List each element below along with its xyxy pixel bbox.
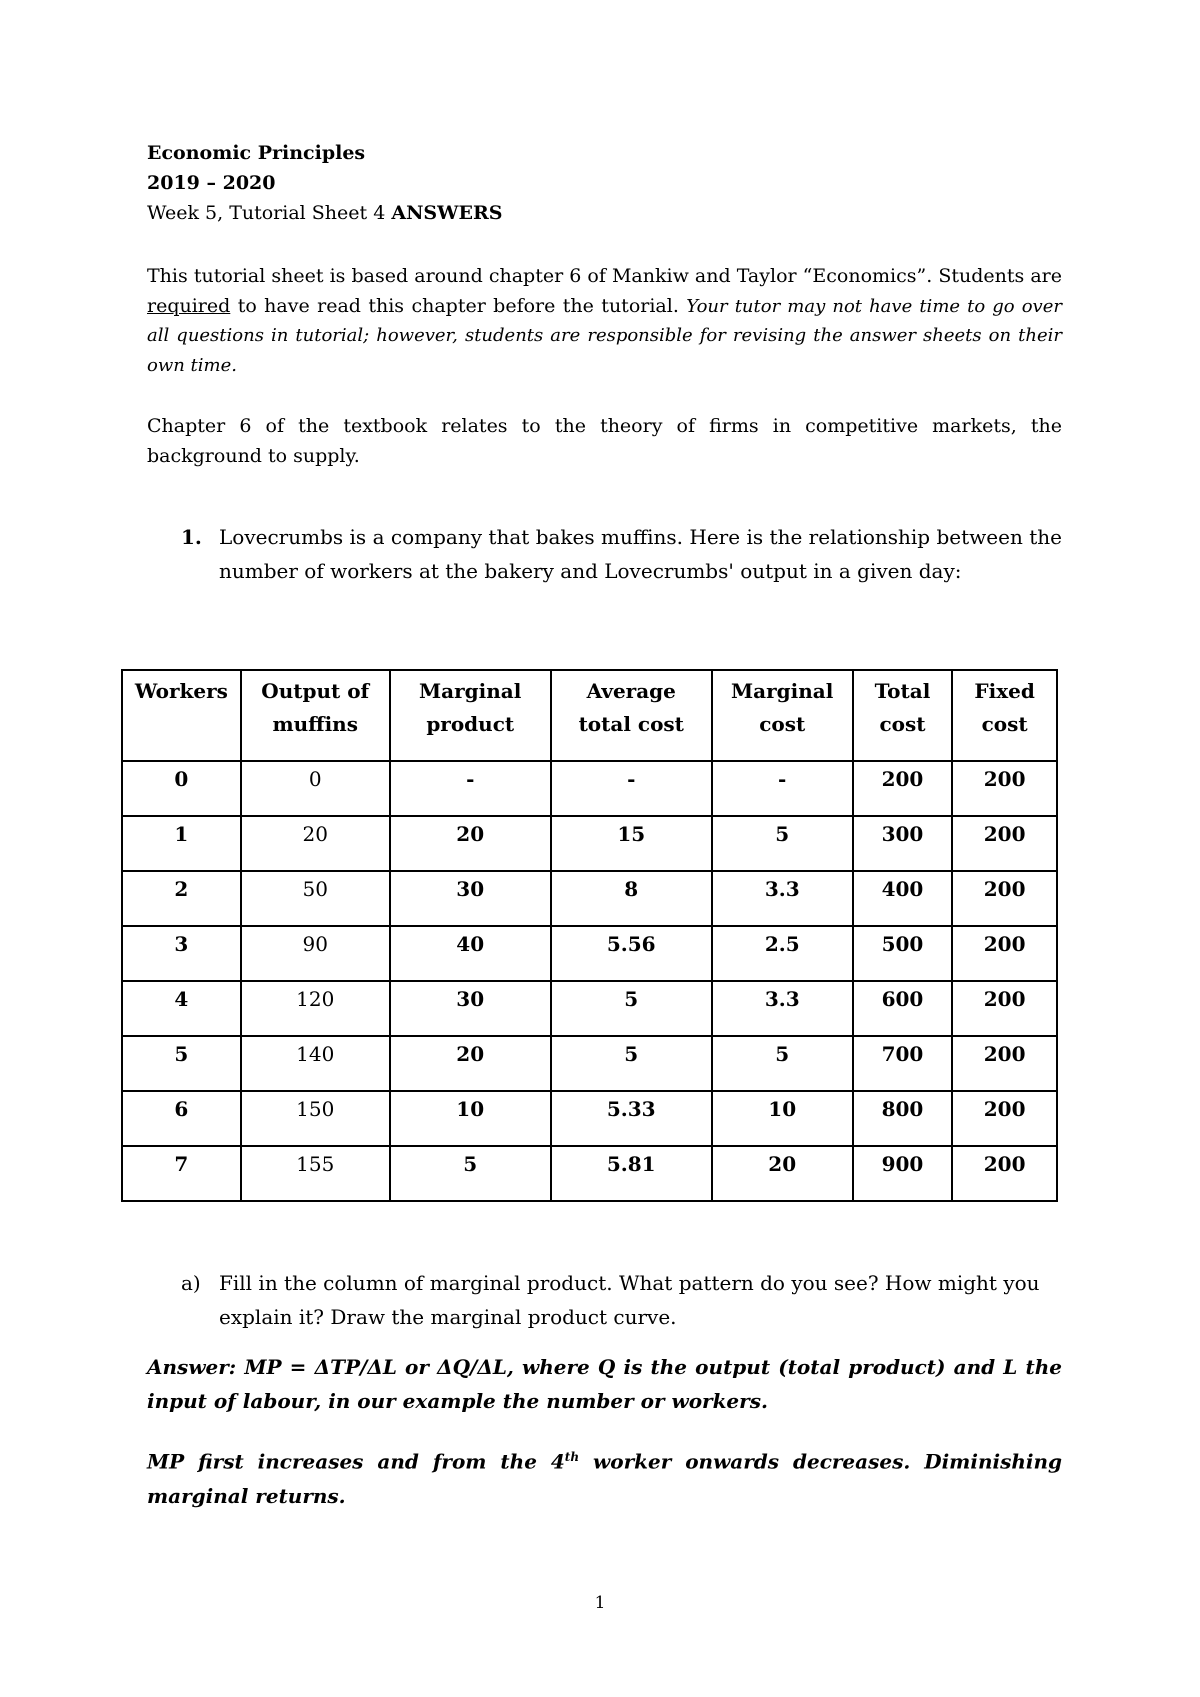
table-cell: 4: [122, 981, 241, 1036]
table-cell: 200: [952, 1091, 1057, 1146]
table-row: [122, 761, 1057, 816]
cost-table: [121, 669, 1058, 1202]
table-cell: 5: [551, 1036, 712, 1091]
table-cell: 120: [241, 981, 390, 1036]
table-cell: 200: [952, 816, 1057, 871]
table-cell: 5: [390, 1146, 551, 1201]
table-cell: 400: [853, 871, 953, 926]
table-cell: 140: [241, 1036, 390, 1091]
table-cell: 30: [390, 981, 551, 1036]
table-header-cell: [241, 670, 390, 761]
table-header-cell: [952, 670, 1057, 761]
table-cell: 155: [241, 1146, 390, 1201]
answer-2-superscript: th: [564, 1450, 580, 1464]
table-cell: 200: [952, 926, 1057, 981]
sheet-title-text: Week 5, Tutorial Sheet 4: [147, 202, 392, 224]
intro-paragraph: [147, 262, 1062, 380]
header-line: muffins: [272, 712, 358, 736]
table-cell: 200: [952, 981, 1057, 1036]
table-cell: 40: [390, 926, 551, 981]
header-line: cost: [879, 712, 926, 736]
table-cell: 0: [122, 761, 241, 816]
answers-label: ANSWERS: [391, 202, 503, 224]
sheet-title: [147, 198, 1062, 228]
page-number: 1: [594, 1593, 606, 1613]
table-row: [122, 981, 1057, 1036]
question-number: 1.: [181, 525, 202, 549]
table-cell: 20: [241, 816, 390, 871]
course-title: Economic Principles: [147, 142, 366, 164]
table-cell: 90: [241, 926, 390, 981]
table-cell: 700: [853, 1036, 953, 1091]
academic-year: 2019 – 2020: [147, 172, 276, 194]
header-block: [147, 138, 1062, 228]
table-cell: 200: [853, 761, 953, 816]
table-body: [122, 761, 1057, 1201]
table-row: [122, 1146, 1057, 1201]
intro-text-1: This tutorial sheet is based around chapter 6 of Mankiw and Taylor “Economics”. Students are: [147, 265, 1062, 287]
table-cell: 5.56: [551, 926, 712, 981]
question-text: Lovecrumbs is a company that bakes muffins. Here is the relationship between the number of workers at the bakery and Lovecrumbs' output in a given day:: [219, 525, 1062, 583]
chapter-paragraph: [147, 412, 1062, 471]
header-line: Fixed: [974, 679, 1035, 703]
intro-text-2: to have read this chapter before the tutorial.: [230, 294, 687, 317]
intro-required: required: [147, 294, 231, 317]
part-a-text: Fill in the column of marginal product. What pattern do you see? How might you explain it? Draw the marginal product curve.: [219, 1271, 1040, 1329]
table-cell: 200: [952, 761, 1057, 816]
header-line: cost: [759, 712, 806, 736]
table-row: [122, 1036, 1057, 1091]
header-line: Workers: [134, 679, 228, 703]
header-line: Output of: [261, 679, 370, 703]
answer-paragraph-1: Answer: MP = ΔTP/ΔL or ΔQ/ΔL, where Q is the output (total product) and L the input of labour, in our example the number or workers.: [147, 1355, 1062, 1413]
table-cell: 5.33: [551, 1091, 712, 1146]
table-cell: 0: [241, 761, 390, 816]
table-header-cell: [122, 670, 241, 761]
table-cell: 30: [390, 871, 551, 926]
answer-2-text-a: MP first increases and from the 4: [147, 1449, 565, 1474]
table-cell: 200: [952, 1146, 1057, 1201]
table-row: [122, 1091, 1057, 1146]
table-cell: 10: [712, 1091, 853, 1146]
table-cell: 5: [712, 1036, 853, 1091]
table-cell: 8: [551, 871, 712, 926]
header-line: Marginal: [419, 679, 522, 703]
table-cell: -: [712, 761, 853, 816]
table-header-cell: [390, 670, 551, 761]
table-cell: 15: [551, 816, 712, 871]
table-row: [122, 926, 1057, 981]
table-cell: 3.3: [712, 871, 853, 926]
table-cell: 200: [952, 871, 1057, 926]
table-cell: 5.81: [551, 1146, 712, 1201]
header-line: Total: [874, 679, 931, 703]
table-cell: 200: [952, 1036, 1057, 1091]
table-row: [122, 816, 1057, 871]
table-header-cell: [853, 670, 953, 761]
table-cell: 5: [122, 1036, 241, 1091]
table-cell: 800: [853, 1091, 953, 1146]
header-line: product: [426, 712, 515, 736]
part-a-label: a): [181, 1271, 201, 1295]
table-cell: 6: [122, 1091, 241, 1146]
table-cell: 150: [241, 1091, 390, 1146]
header-line: Marginal: [731, 679, 834, 703]
table-cell: 10: [390, 1091, 551, 1146]
table-row: [122, 871, 1057, 926]
table-cell: 600: [853, 981, 953, 1036]
table-cell: 900: [853, 1146, 953, 1201]
table-cell: -: [551, 761, 712, 816]
table-cell: 3: [122, 926, 241, 981]
header-line: Average: [586, 679, 676, 703]
table-header-row: [122, 670, 1057, 761]
table-header-cell: [712, 670, 853, 761]
answer-paragraph-2: [147, 1440, 1062, 1513]
chapter-description: Chapter 6 of the textbook relates to the theory of firms in competitive markets, the background to supply.: [147, 415, 1062, 467]
table-cell: 3.3: [712, 981, 853, 1036]
table-cell: 1: [122, 816, 241, 871]
table-cell: 300: [853, 816, 953, 871]
table-cell: 500: [853, 926, 953, 981]
table-cell: 20: [390, 816, 551, 871]
table-cell: 7: [122, 1146, 241, 1201]
table-cell: 50: [241, 871, 390, 926]
table-cell: 20: [390, 1036, 551, 1091]
table-cell: -: [390, 761, 551, 816]
table-cell: 5: [551, 981, 712, 1036]
table-cell: 2: [122, 871, 241, 926]
table-cell: 2.5: [712, 926, 853, 981]
intro-italic-note: Your tutor may not have time to go over all questions in tutorial; however, students are responsible for revising the answer sheets on their own time.: [147, 295, 1062, 376]
header-line: total cost: [578, 712, 684, 736]
table-cell: 5: [712, 816, 853, 871]
answer-2-text-b: worker onwards decreases. Diminishing marginal returns.: [147, 1449, 1063, 1508]
table-cell: 20: [712, 1146, 853, 1201]
header-line: cost: [981, 712, 1028, 736]
table-header-cell: [551, 670, 712, 761]
